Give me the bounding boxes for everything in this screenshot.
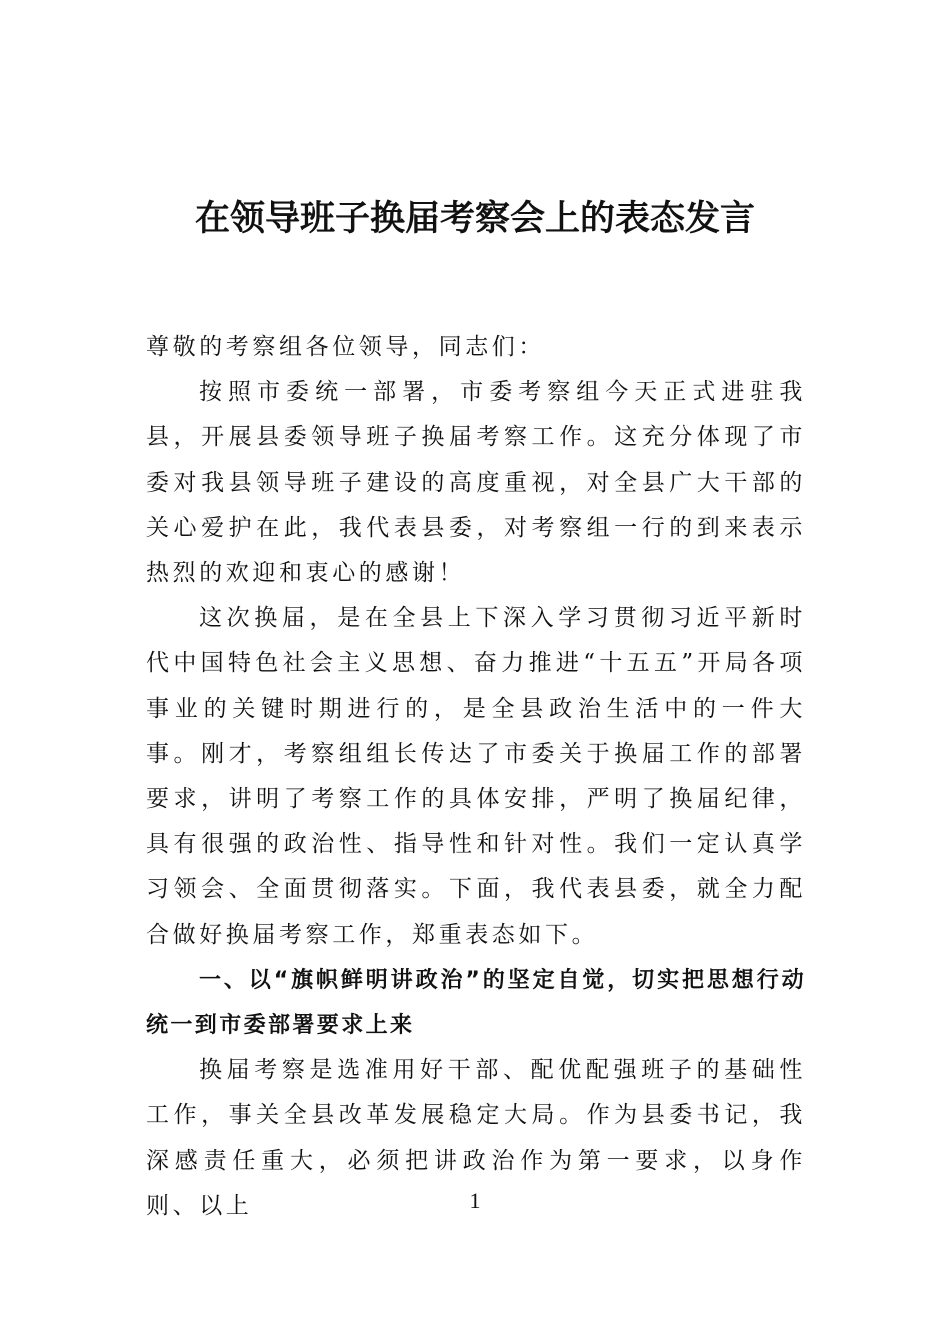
section-paragraph: 换届考察是选准用好干部、配优配强班子的基础性工作，事关全县改革发展稳定大局。作为县委书记，我深感责任重大，必须把讲政治作为第一要求，以身作则、以上 bbox=[146, 1057, 806, 1219]
page-number: 1 bbox=[469, 1188, 481, 1213]
section-heading: 一、以“旗帜鲜明讲政治”的坚定自觉，切实把思想行动统一到市委部署要求上来 bbox=[146, 967, 806, 1039]
document-title: 在领导班子换届考察会上的表态发言 bbox=[194, 198, 755, 239]
document-body bbox=[146, 325, 806, 1229]
paragraph-2: 这次换届，是在全县上下深入学习贯彻习近平新时代中国特色社会主义思想、奋力推进“十五五”开局各项事业的关键时期进行的，是全县政治生活中的一件大事。刚才，考察组组长传达了市委关于换届工作的部署要求，讲明了考察工作的具体安排，严明了换届纪律，具有很强的政治性、指导性和针对性。我们一定认真学习领会、全面贯彻落实。下面，我代表县委，就全力配合做好换届考察工作，郑重表态如下。 bbox=[146, 605, 806, 948]
salutation: 尊敬的考察组各位领导，同志们： bbox=[146, 334, 545, 360]
paragraph-1: 按照市委统一部署，市委考察组今天正式进驻我县，开展县委领导班子换届考察工作。这充分体现了市委对我县领导班子建设的高度重视，对全县广大干部的关心爱护在此，我代表县委，对考察组一行的到来表示热烈的欢迎和衷心的感谢！ bbox=[146, 379, 806, 587]
